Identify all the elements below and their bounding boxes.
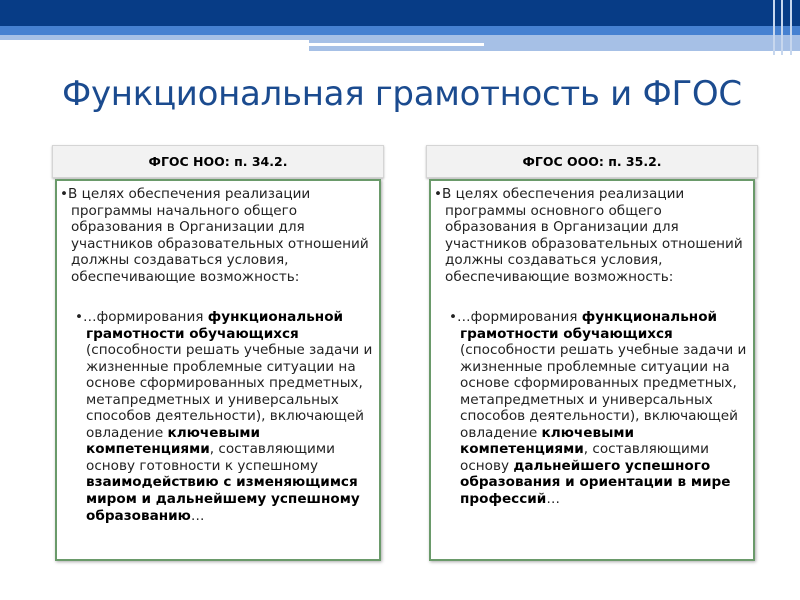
bold-text: ключевыми компетенциями — [460, 424, 635, 458]
text: •…формирования — [449, 309, 582, 325]
column-body-noo — [55, 179, 381, 561]
bullet-main: •В целях обеспечения реализации программы основного общего образования в Организации для участников образовательных отношений должны создаваться условия, обеспечивающие возможность: — [434, 186, 743, 285]
text: , составляющими основу готовности к успешному — [86, 441, 335, 474]
bold-text: взаимодействию с изменяющимся миром и дальнейшему успешному образованию — [86, 474, 360, 524]
header-stripe — [309, 43, 484, 46]
decor-line — [773, 0, 775, 55]
column-header-ooo: ФГОС ООО: п. 35.2. — [426, 145, 758, 178]
text: (способности решать учебные задачи и жизненные проблемные ситуации на основе сформированных предметных, метапредметных и универсальных способов деятельности), включающей овладение — [86, 342, 373, 441]
text: •…формирования — [75, 309, 208, 325]
header-stripe — [421, 51, 800, 55]
text: (способности решать учебные задачи и жизненные проблемные ситуации на основе сформированных предметных, метапредметных и универсальных способов деятельности), включающей овладение — [460, 342, 747, 441]
column-header-noo: ФГОС НОО: п. 34.2. — [52, 145, 384, 178]
header-band-dark — [0, 0, 800, 26]
column-body-ooo — [429, 179, 755, 561]
bullet-main: •В целях обеспечения реализации программы начального общего образования в Организации для участников образовательных отношений должны создаваться условия, обеспечивающие возможность: — [60, 186, 369, 285]
bold-text: дальнейшего успешного образования и ориентации в мире профессий — [460, 457, 731, 508]
bold-text: ключевыми компетенциями — [86, 424, 261, 458]
text: , составляющими основу — [460, 441, 709, 474]
text: … — [190, 507, 205, 524]
bold-text: функциональной грамотности обучающихся — [86, 309, 344, 342]
header-band-mid — [0, 26, 800, 35]
bullet-sub — [449, 309, 749, 508]
decor-line — [790, 0, 792, 55]
bold-text: функциональной грамотности обучающихся — [460, 309, 718, 342]
decor-line — [781, 0, 783, 55]
text: … — [546, 491, 560, 508]
header-band-light — [0, 35, 309, 40]
slide-title: Функциональная грамотность и ФГОС — [62, 74, 742, 114]
bullet-sub — [75, 309, 375, 524]
